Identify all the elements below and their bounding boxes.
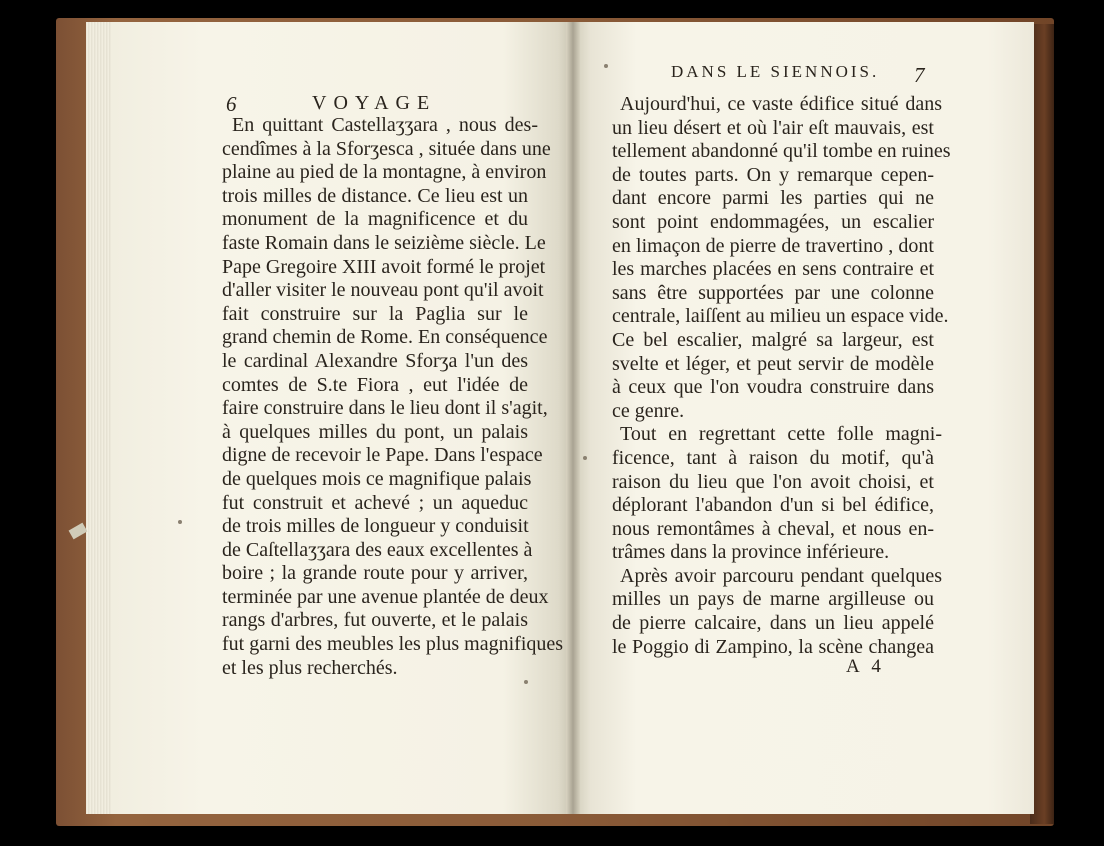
text-line: trâmes dans la province inférieure. [612,541,890,564]
margin-speck [583,456,587,460]
text-line: Ce bel escalier, malgré sa largeur, est [612,328,934,351]
text-line: terminée par une avenue plantée de deux [222,585,549,608]
right-running-head: DANS LE SIENNOIS. [671,62,880,81]
text-line: Aujourd'hui, ce vaste édifice situé dans [620,93,942,115]
text-line: un lieu désert et où l'air eſt mauvais, est [612,116,934,139]
text-line: monument de la magnificence et du [222,208,528,231]
text-line: trois milles de distance. Ce lieu est un [222,184,528,207]
text-line: cendîmes à la Sforʒesca , située dans une [222,137,551,160]
text-line: comtes de S.te Fiora , eut l'idée de [222,373,528,396]
text-line: à quelques milles du pont, un palais [222,420,528,443]
right-page-text [612,93,951,659]
text-line: de Caſtellaʒʒara des eaux excellentes à [222,538,533,561]
margin-speck [524,680,528,684]
text-line: sans être supportées par une colonne [612,281,934,304]
text-line: d'aller visiter le nouveau pont qu'il avoit [222,279,544,302]
text-line: le cardinal Alexandre Sforʒa l'un des [222,349,528,372]
text-line: rangs d'arbres, fut ouverte, et le palais [222,609,528,632]
text-line: déplorant l'abandon d'un si bel édifice, [612,494,934,517]
text-line: Pape Gregoire XIII avoit formé le projet [222,255,546,278]
text-line: dant encore parmi les parties qui ne [612,187,934,210]
text-line: grand chemin de Rome. En conséquence [222,326,548,349]
text-line: de quelques mois ce magnifique palais [222,467,532,490]
book-gutter [566,22,580,814]
text-line: en limaçon de pierre de travertino , dont [612,234,934,257]
left-page-text [222,114,564,680]
text-line: boire ; la grande route pour y arriver, [222,562,528,585]
text-line: fut garni des meubles les plus magnifiques [222,633,564,656]
text-line: sont point endommagées, un escalier [612,210,934,233]
text-line: ficence, tant à raison du motif, qu'à [612,446,934,469]
text-line: raison du lieu que l'on avoit choisi, et [612,470,934,493]
text-line: tellement abandonné qu'il tombe en ruines [612,140,951,163]
text-line: plaine au pied de la montagne, à environ [222,161,547,184]
signature-mark: A 4 [846,656,885,677]
text-line: Tout en regrettant cette folle magni- [620,423,942,446]
text-line: le Poggio di Zampino, la scène changea [612,635,934,658]
text-line: milles un pays de marne argilleuse ou [612,588,934,611]
text-line: En quittant Castellaʒʒara , nous des- [232,114,538,136]
text-line: de toutes parts. On y remarque cepen- [612,163,934,186]
text-line: et les plus recherchés. [222,656,398,679]
left-page-number: 6 [226,92,237,116]
text-line: centrale, laiſſent au milieu un espace vide. [612,305,949,328]
text-line: nous remontâmes à cheval, et nous en- [612,517,934,540]
text-line: de pierre calcaire, dans un lieu appelé [612,612,934,635]
right-page-number: 7 [914,63,925,87]
left-running-head: VOYAGE [312,92,437,114]
margin-speck [178,520,182,524]
text-line: svelte et léger, et peut servir de modèle [612,352,934,375]
text-line: fait construire sur la Paglia sur le [222,302,528,325]
text-line: digne de recevoir le Pape. Dans l'espace [222,444,543,467]
text-line: Après avoir parcouru pendant quelques [620,564,942,587]
text-line: à ceux que l'on voudra construire dans [612,376,934,399]
text-line: de trois milles de longueur y conduisit [222,515,529,538]
margin-speck [604,64,608,68]
text-line: ce genre. [612,399,685,422]
text-line: les marches placées en sens contraire et [612,258,934,281]
text-line: faste Romain dans le seizième siècle. Le [222,231,546,254]
text-line: fut construit et achevé ; un aqueduc [222,491,528,514]
text-line: faire construire dans le lieu dont il s'agit, [222,397,548,420]
